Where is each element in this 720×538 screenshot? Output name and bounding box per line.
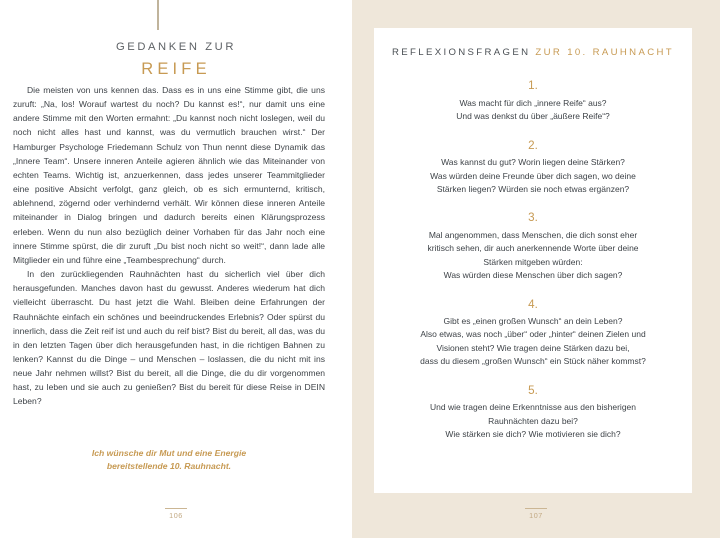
question-list <box>388 79 678 441</box>
reflection-heading-accent: ZUR 10. RAUHNACHT <box>535 47 674 58</box>
blessing-text <box>13 447 325 474</box>
left-page <box>0 0 352 538</box>
question-line: Gibt es „einen großen Wunsch“ an dein Leben? <box>443 316 623 327</box>
question-item <box>388 79 678 123</box>
question-text <box>388 315 678 369</box>
question-line: Und wie tragen deine Erkenntnisse aus den bisherigen <box>429 402 637 413</box>
chapter-divider-rule <box>157 0 159 30</box>
blessing-line: Ich wünsche dir Mut und eine Energie <box>91 448 247 458</box>
question-line: kritisch sehen, dir auch anerkennende Worte über deine <box>427 243 639 254</box>
chapter-heading <box>0 40 352 80</box>
question-number: 2. <box>528 138 538 152</box>
question-item <box>388 298 678 369</box>
question-number: 3. <box>528 211 538 225</box>
question-line: Visionen steht? Wie tragen deine Stärken dazu bei, <box>436 342 630 353</box>
question-text <box>388 401 678 441</box>
body-copy <box>13 83 325 409</box>
question-line: Was würden deine Freunde über dich sagen, wo deine <box>430 170 636 181</box>
body-paragraph: In den zurückliegenden Rauhnächten hast du sicherlich viel über dich herausgefunden. Manches davon hast du gewusst. Anderes wiederum hat dich vielleicht überrascht. Du hast jetzt die Wahl. Bleiben deine Erfahrungen der Rauhnächte einfach ein schönes und beeindruckendes Erlebnis? Oder spürst du innerlich, dass die Zeit reif ist und auch du reif bist? Bist du bereit, all das, was du in den letzten Tagen über dich herausgefunden hast, in die richtigen Bahnen zu lenken? Kannst du die Dinge – und Menschen – loslassen, die du nicht mit ins neue Jahr nehmen willst? Bist du bereit, all die Dinge, die du dir vorgenommen hast, zu leben und sie auch zu genießen? Bist du bereit für diese Reise in DEIN Leben? <box>13 269 325 407</box>
question-line: Und was denkst du über „äußere Reife“? <box>456 111 610 122</box>
question-line: Was macht für dich „innere Reife“ aus? <box>459 97 607 108</box>
question-line: dass du diesem „großen Wunsch“ ein Stück näher kommst? <box>420 356 646 367</box>
question-line: Was würden diese Menschen über dich sagen? <box>443 270 623 281</box>
question-text <box>388 97 678 124</box>
folio-number: 106 <box>169 511 183 520</box>
question-line: Mal angenommen, dass Menschen, die dich sonst eher <box>428 229 638 240</box>
question-line: Stärken liegen? Würden sie noch etwas ergänzen? <box>436 184 630 195</box>
question-line: Also etwas, was noch „über“ oder „hinter“ deinen Zielen und <box>420 329 646 340</box>
question-text <box>388 156 678 196</box>
body-paragraph: Die meisten von uns kennen das. Dass es in uns eine Stimme gibt, die uns zuruft: „Na, los! Worauf wartest du noch? Du kannst es!“, nur damit uns eine andere Stimme mit den Worten ermahnt: „Du kannst noch nicht loslegen, weil du noch nicht alles hast und kannst, was du vermutlich brauchen wirst.“ Der Hamburger Psychologe Friedemann Schulz von Thun nennt diese Dynamik das „Innere Team“. Unsere inneren Anteile agieren ähnlich wie das Miteinander von echten Teams. Wichtig ist, anzuerkennen, dass jedes unserer Teammitglieder eine positive Absicht verfolgt, ganz gleich, ob es sich ermunternd, kritisch, ablehnend, zögernd oder verhindernd verhält. Wir können diese inneren Anteile miteinander in Dialog bringen und dadurch bereits einen Klärungsprozess erleben. Wenn du nun also bezüglich deiner Vorhaben für das Jahr noch eine innere Stimme spürst, die dir zuruft „Du bist noch nicht so weit!“, dann lade alle Mitglieder ein und führe eine „Teambesprechung“ durch. <box>13 85 325 265</box>
question-item <box>388 211 678 282</box>
question-number: 5. <box>528 383 538 397</box>
question-line: Wie stärken sie dich? Wie motivieren sie dich? <box>445 428 621 439</box>
folio-number: 107 <box>529 511 543 520</box>
question-number: 1. <box>528 79 538 93</box>
question-item <box>388 384 678 442</box>
folio-rule <box>165 508 187 509</box>
question-line: Rauhnächten dazu bei? <box>488 415 578 426</box>
question-line: Stärken mitgeben würden: <box>483 256 583 267</box>
question-line: Was kannst du gut? Worin liegen deine Stärken? <box>441 157 625 168</box>
page-title: REIFE <box>141 59 211 78</box>
reflection-questions-card <box>374 28 692 493</box>
blessing-line: bereitstellende 10. Rauhnacht. <box>106 461 232 472</box>
reflection-heading <box>388 46 678 59</box>
question-number: 4. <box>528 297 538 311</box>
folio-right <box>352 508 720 520</box>
reflection-heading-primary: REFLEXIONSFRAGEN <box>392 47 531 58</box>
folio-rule <box>525 508 547 509</box>
folio-left <box>0 508 352 520</box>
chapter-eyebrow: GEDANKEN ZUR <box>115 41 237 53</box>
question-text <box>388 229 678 283</box>
question-item <box>388 139 678 197</box>
right-page <box>352 0 720 538</box>
